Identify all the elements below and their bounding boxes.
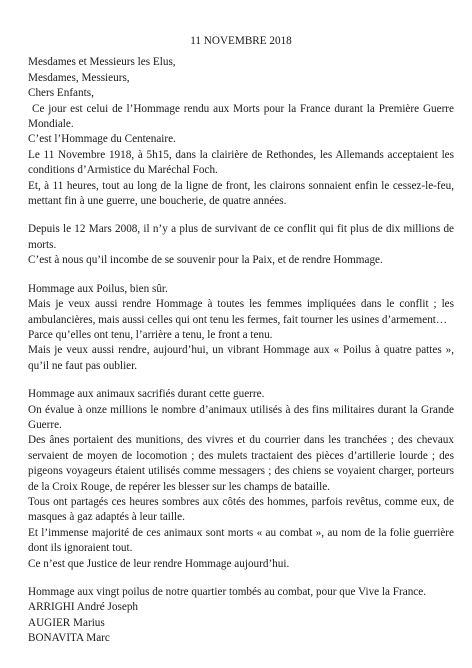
salutation-children: Chers Enfants, — [28, 87, 94, 100]
name-list-item: ARRIGHI André Joseph — [28, 601, 139, 614]
salutation-elected: Mesdames et Messieurs les Elus, — [28, 56, 176, 69]
paragraph-poilus-1: Hommage aux Poilus, bien sûr. — [28, 282, 168, 295]
name-list-item: AUGIER Marius — [28, 616, 105, 629]
salutation-ladies-gentlemen: Mesdames, Messieurs, — [28, 71, 130, 84]
paragraph-animals-5: Et l’immense majorité de ces animaux sont morts « au combat », au nom de la folie guerrière dont ils ignoraient tout. — [28, 526, 454, 555]
paragraph-spacer — [28, 209, 454, 222]
paragraph-animals-3: Des ânes portaient des munitions, des vivres et du courrier dans les tranchées ; des chevaux servaient de moyen de locomotion ; des mulets tractaient des pièces d’artillerie lourde ; des pigeons voyageurs étaient utilisés comme messagers ; des chiens se voyaient charger, porteurs de la Croix Rouge, de repérer les blesser sur les champs de bataille. — [28, 434, 454, 493]
paragraph-closing: Hommage aux vingt poilus de notre quartier tombés au combat, pour que Vive la France. — [28, 586, 427, 598]
paragraph-intro-1: Ce jour est celui de l’Hommage rendu aux Morts pour la France durant la Première Guerre Mondiale. — [28, 102, 454, 131]
document-title: 11 NOVEMBRE 2018 — [190, 35, 292, 47]
paragraph-survivors-2: C’est à nous qu’il incombe de se souvenir pour la Paix, et de rendre Hommage. — [28, 254, 383, 267]
paragraph-spacer — [28, 572, 454, 585]
paragraph-poilus-4: Mais je veux aussi rendre, aujourd’hui, un vibrant Hommage aux « Poilus à quatre pattes », qu’il ne faut pas oublier. — [28, 344, 454, 372]
paragraph-poilus-3: Parce qu’elles ont tenu, l’arrière a tenu, le front a tenu. — [28, 328, 273, 341]
paragraph-animals-6: Ce n’est que Justice de leur rendre Hommage aujourd’hui. — [28, 557, 290, 570]
paragraph-intro-3: Le 11 Novembre 1918, à 5h15, dans la clairière de Rethondes, les Allemands acceptaient les conditions d’Armistice du Maréchal Foch. — [28, 148, 454, 177]
name-list-item: BONAVITA Marc — [28, 632, 110, 645]
paragraph-spacer — [28, 269, 454, 282]
paragraph-intro-2: C’est l’Hommage du Centenaire. — [28, 133, 176, 146]
paragraph-animals-4: Tous ont partagés ces heures sombres aux côtés des hommes, parfois revêtus, comme eux, de masques à gaz adaptés à leur taille. — [28, 495, 454, 524]
paragraph-survivors-1: Depuis le 12 Mars 2008, il n’y a plus de survivant de ce conflit qui fit plus de dix millions de morts. — [28, 223, 454, 251]
paragraph-animals-2: On évalue à onze millions le nombre d’animaux utilisés à des fins militaires durant la Grande Guerre. — [28, 403, 454, 431]
paragraph-intro-4: Et, à 11 heures, tout au long de la ligne de front, les clairons sonnaient enfin le cessez-le-feu, mettant fin à une guerre, une boucherie, de quatre années. — [28, 179, 454, 208]
paragraph-spacer — [28, 374, 454, 387]
paragraph-animals-1: Hommage aux animaux sacrifiés durant cette guerre. — [28, 388, 265, 401]
paragraph-poilus-2: Mais je veux aussi rendre Hommage à toutes les femmes impliquées dans le conflit ; les ambulancières, mais aussi celles qui ont tenu les fermes, fait tourner les usines d’armement… — [28, 298, 454, 326]
